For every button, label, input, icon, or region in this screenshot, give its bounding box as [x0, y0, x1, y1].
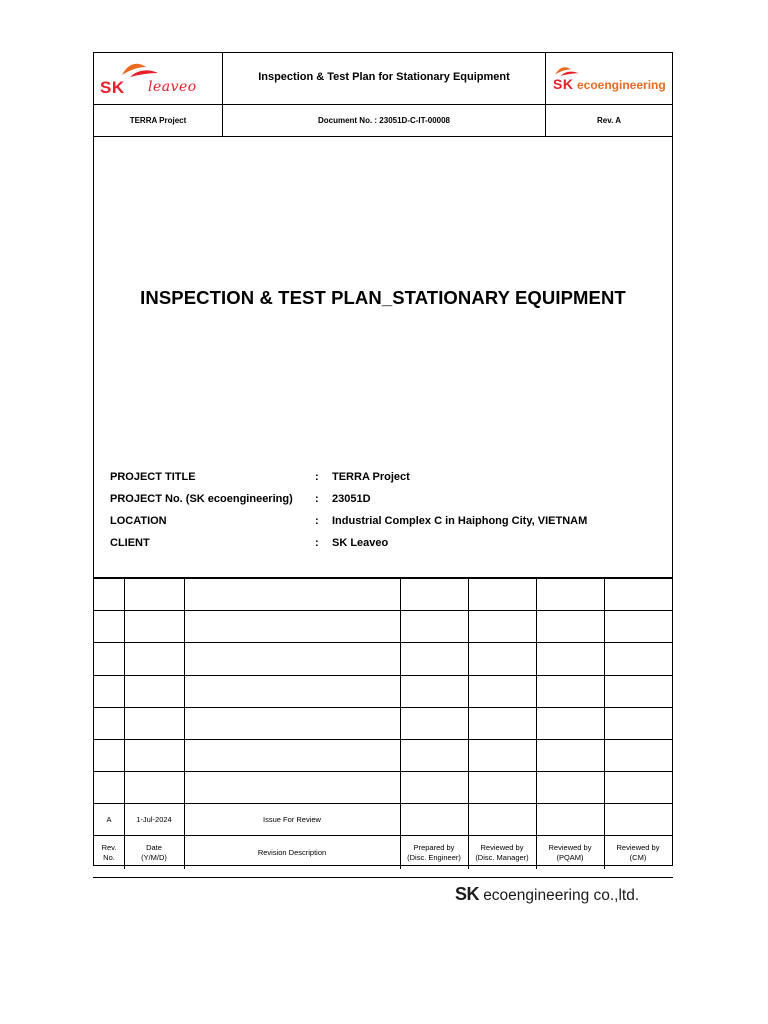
header-reviewed-pqam-line2: (PQAM)	[556, 852, 584, 862]
info-row-project-no	[110, 493, 660, 515]
header-reviewed-manager-line2: (Disc. Manager)	[475, 852, 529, 862]
table-row	[94, 611, 672, 643]
header-reviewed-manager	[468, 836, 536, 869]
table-row	[94, 740, 672, 772]
logo-sk-text: SK	[100, 77, 125, 97]
header-title-cell	[223, 53, 546, 104]
info-row-location	[110, 515, 660, 537]
footer-company-logo	[455, 884, 639, 905]
header-reviewed-pqam	[536, 836, 604, 869]
revision-header-row	[94, 836, 672, 869]
header-info-row	[94, 104, 672, 137]
info-colon: :	[315, 537, 319, 549]
revision-entry-row	[94, 804, 672, 836]
table-row	[94, 579, 672, 611]
revision-label: Rev. A	[596, 115, 621, 125]
project-info	[110, 471, 660, 559]
header-date	[124, 836, 184, 869]
logo-leaveo-text: leaveo	[148, 78, 197, 95]
revision-table	[94, 577, 672, 867]
header-date-line1: Date	[146, 842, 162, 852]
left-logo-cell	[94, 53, 223, 104]
table-row	[94, 708, 672, 740]
info-row-project-title	[110, 471, 660, 493]
info-colon: :	[315, 471, 319, 483]
sk-ecoengineering-logo	[550, 59, 668, 99]
info-value: Industrial Complex C in Haiphong City, VIETNAM	[332, 515, 588, 527]
footer-sk-text: SK	[455, 884, 480, 904]
header-row	[94, 53, 672, 105]
info-row-client	[110, 537, 660, 559]
info-colon: :	[315, 515, 319, 527]
header-prepared-line1: Prepared by	[413, 842, 455, 852]
sk-leaveo-logo	[98, 59, 218, 99]
document-page	[93, 52, 673, 866]
table-divider	[124, 579, 125, 869]
info-value: 23051D	[332, 493, 371, 505]
description-cell: Issue For Review	[263, 814, 321, 824]
info-label: CLIENT	[110, 537, 150, 549]
table-row	[94, 772, 672, 804]
header-prepared-line2: (Disc. Engineer)	[407, 852, 461, 862]
table-divider	[468, 579, 469, 869]
header-rev-line1: Rev.	[101, 842, 117, 852]
info-label: LOCATION	[110, 515, 167, 527]
header-reviewed-cm	[604, 836, 672, 869]
table-divider	[604, 579, 605, 869]
info-label: PROJECT TITLE	[110, 471, 196, 483]
logo-ecoengineering-text: ecoengineering	[577, 77, 666, 92]
logo-sk-text: SK	[553, 75, 574, 92]
header-date-line2: (Y/M/D)	[141, 852, 167, 862]
table-row	[94, 643, 672, 676]
header-prepared	[400, 836, 468, 869]
table-divider	[400, 579, 401, 869]
document-number: Document No. : 23051D-C-IT-00008	[223, 104, 546, 136]
right-logo-cell	[546, 53, 672, 104]
info-value: SK Leaveo	[332, 537, 389, 549]
date-cell: 1-Jul-2024	[136, 814, 172, 824]
header-rev	[94, 836, 124, 869]
sk-butterfly-icon	[120, 61, 160, 81]
header-reviewed-cm-line1: Reviewed by	[616, 842, 660, 852]
table-row	[94, 676, 672, 708]
rev-cell: A	[106, 814, 112, 824]
header-reviewed-pqam-line1: Reviewed by	[548, 842, 592, 852]
table-divider	[184, 579, 185, 869]
header-reviewed-cm-line2: (CM)	[629, 852, 647, 862]
project-name: TERRA Project	[94, 104, 223, 136]
header-reviewed-manager-line1: Reviewed by	[480, 842, 524, 852]
header-title: Inspection & Test Plan for Stationary Equipment	[258, 71, 510, 83]
header-rev-line2: No.	[103, 852, 115, 862]
footer-company-text: ecoengineering co.,ltd.	[483, 887, 640, 904]
info-value: TERRA Project	[332, 471, 410, 483]
document-title: INSPECTION & TEST PLAN_STATIONARY EQUIPMENT	[140, 287, 626, 308]
table-divider	[536, 579, 537, 869]
footer-divider	[93, 877, 673, 878]
info-colon: :	[315, 493, 319, 505]
header-description: Revision Description	[257, 847, 327, 857]
info-label: PROJECT No. (SK ecoengineering)	[110, 493, 293, 505]
